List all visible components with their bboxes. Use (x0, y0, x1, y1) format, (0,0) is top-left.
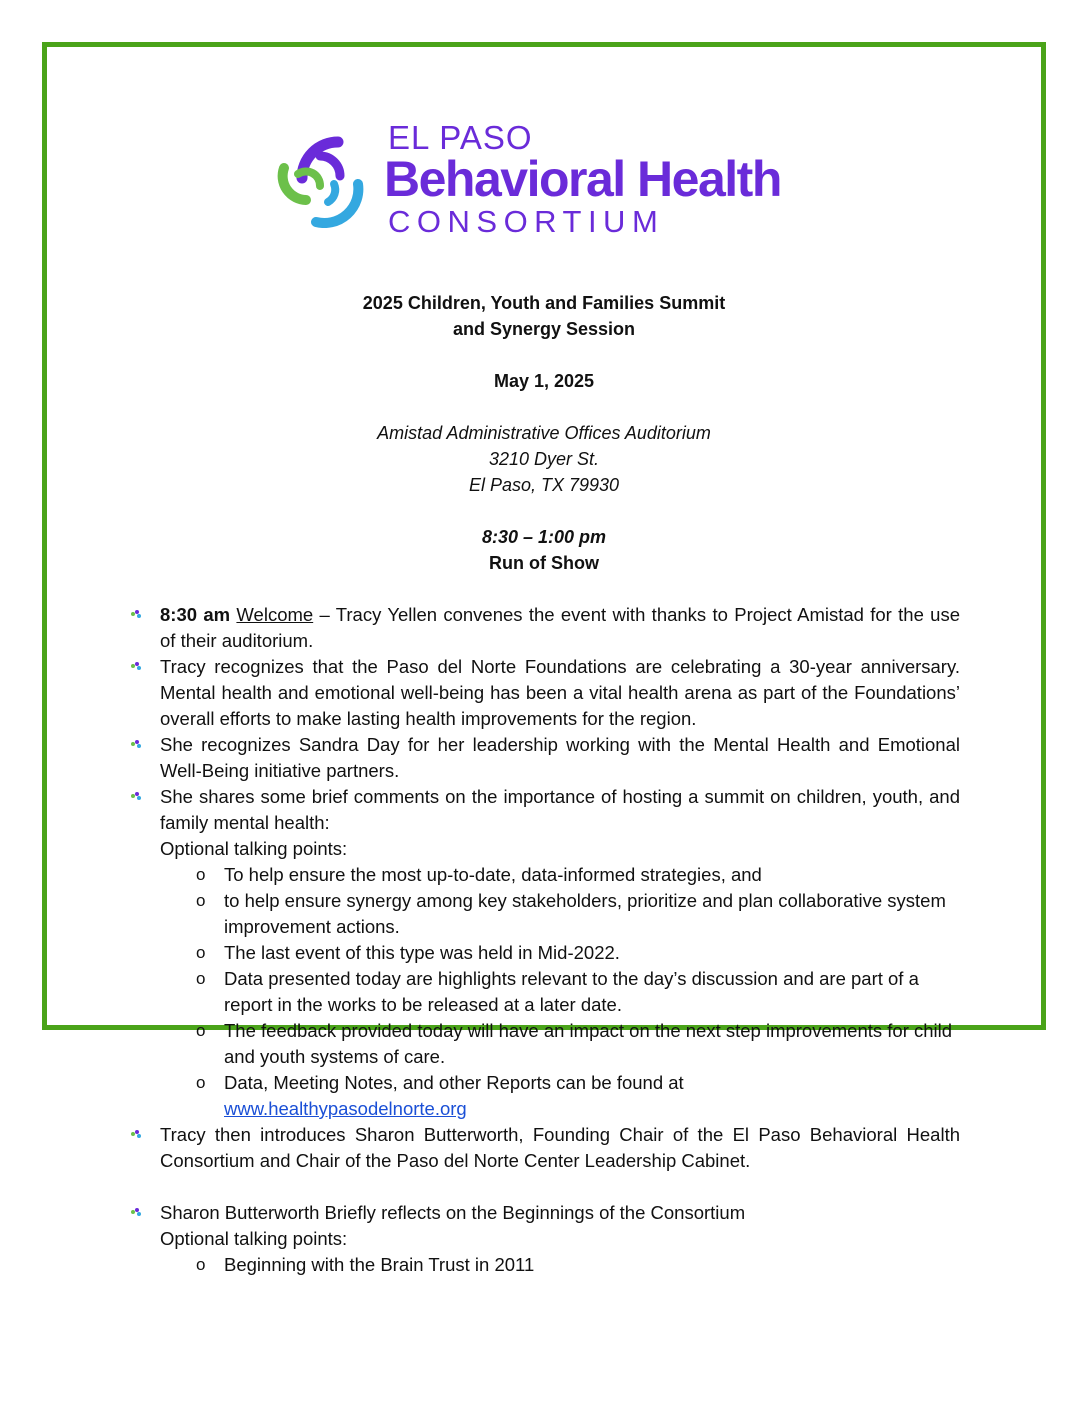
bullet-icon (130, 1129, 142, 1139)
list-item (130, 602, 960, 654)
bullet-icon (130, 739, 142, 749)
list-item (130, 1122, 960, 1174)
list-item (130, 732, 960, 784)
item-text: Tracy then introduces Sharon Butterworth, Founding Chair of the El Paso Behavioral Health Consortium and Chair of the Paso del Norte Center Leadership Cabinet. (160, 1124, 960, 1171)
logo-consortium: CONSORTIUM (388, 204, 665, 239)
sub-item: o The feedback provided today will have an impact on the next step improvements for child and youth systems of care. (196, 1020, 953, 1067)
item-text: Sharon Butterworth Briefly reflects on the Beginnings of the Consortium (160, 1202, 746, 1223)
sub-item: o To help ensure the most up-to-date, data-informed strategies, and (130, 862, 960, 888)
sub-bullet: o (196, 1255, 206, 1274)
sub-bullet: o (196, 865, 206, 884)
logo-behavioral-health: Behavioral Health (384, 151, 781, 207)
list-item (130, 654, 960, 732)
title-line-1: 2025 Children, Youth and Families Summit (362, 293, 726, 313)
item-text: She recognizes Sandra Day for her leadership working with the Mental Health and Emotional Well-Being initiative partners. (160, 734, 960, 781)
bullet-icon (130, 791, 142, 801)
swirl-logo-icon (276, 134, 380, 228)
title-line-2: and Synergy Session (452, 319, 636, 339)
venue-name: Amistad Administrative Offices Auditorium (377, 423, 711, 443)
bullet-icon (130, 609, 142, 619)
item-text: – Tracy Yellen convenes the event with thanks to Project Amistad for the use of their auditorium. (160, 604, 961, 651)
venue-street: 3210 Dyer St. (488, 449, 600, 469)
healthy-paso-link[interactable]: www.healthypasodelnorte.org (224, 1098, 467, 1119)
item-time: 8:30 am (160, 604, 231, 625)
sub-bullet: o (196, 1021, 206, 1040)
event-date: May 1, 2025 (493, 371, 595, 391)
item-text: Tracy recognizes that the Paso del Norte Foundations are celebrating a 30-year anniversary. Mental health and emotional well-being has been a vital health arena as part of the Foundations’ overall efforts to make lasting health improvements for the region. (160, 656, 960, 729)
bullet-icon (130, 661, 142, 671)
sub-bullet: o (196, 1073, 206, 1092)
sub-item: o Data presented today are highlights relevant to the day’s discussion and are part of a report in the works to be released at a later date. (196, 968, 919, 1015)
list-item (130, 1200, 960, 1252)
run-of-show-heading: Run of Show (489, 553, 599, 573)
item-text: She shares some brief comments on the importance of hosting a summit on children, youth, and family mental health: (160, 786, 960, 833)
venue-city: El Paso, TX 79930 (468, 475, 620, 495)
sub-item: o Beginning with the Brain Trust in 2011 (130, 1252, 960, 1278)
sub-bullet: o (196, 891, 206, 910)
sub-item: o Data, Meeting Notes, and other Reports can be found at www.healthypasodelnorte.org (196, 1072, 684, 1119)
sub-bullet: o (196, 943, 206, 962)
sub-item: o The last event of this type was held in Mid-2022. (130, 940, 960, 966)
sub-item: o to help ensure synergy among key stakeholders, prioritize and plan collaborative system improvement actions. (196, 890, 946, 937)
bullet-icon (130, 1207, 142, 1217)
consortium-logo (276, 118, 816, 238)
list-item (130, 784, 960, 862)
event-time: 8:30 – 1:00 pm (481, 527, 607, 547)
item-label-welcome: Welcome (236, 604, 314, 625)
optional-talking-points-label: Optional talking points: (160, 838, 348, 859)
logo-el-paso: EL PASO (388, 119, 533, 156)
sub-bullet: o (196, 969, 206, 988)
optional-talking-points-label: Optional talking points: (160, 1228, 348, 1249)
run-of-show-list (130, 602, 960, 1278)
